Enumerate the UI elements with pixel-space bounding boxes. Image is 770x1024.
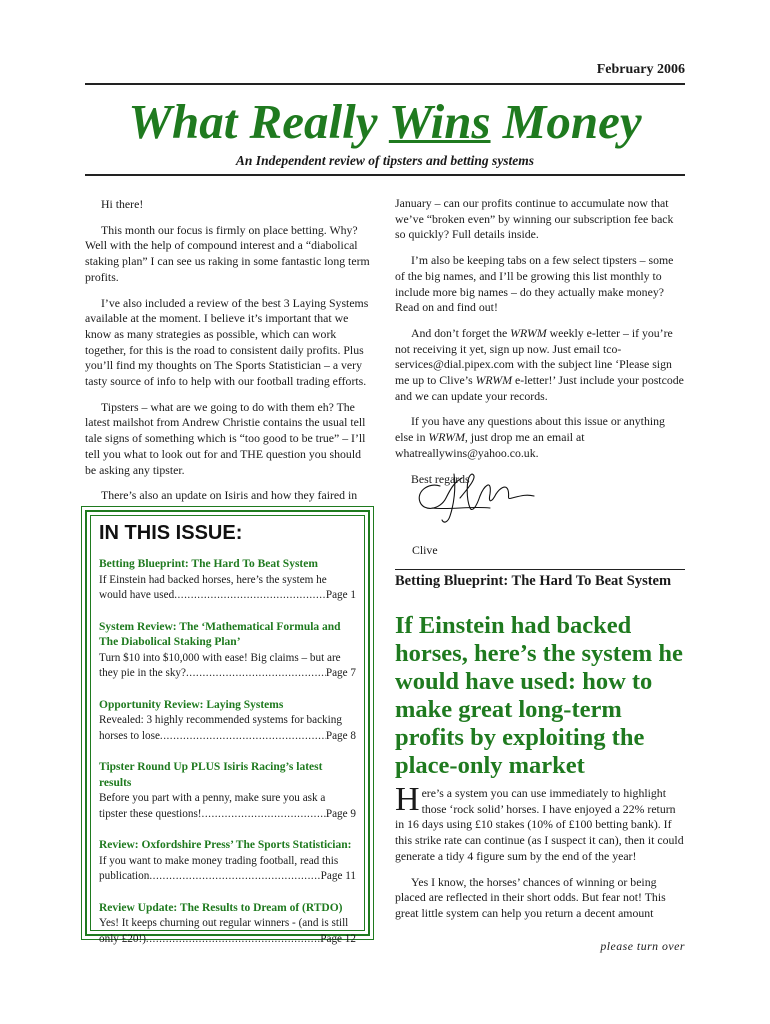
- contents-entry-page: Page 12: [320, 932, 356, 945]
- right-paragraph: January – can our profits continue to accumulate now that we’ve “broken even” by winning our subscription fee back so quickly? Full details inside.: [395, 196, 674, 242]
- contents-entry-description: Before you part with a penny, make sure you ask a: [99, 792, 326, 804]
- right-paragraph: [395, 326, 685, 405]
- text-run: If you have any questions about this issue or anything else in: [395, 414, 665, 445]
- text-run: e-letter!’ Just include your postcode and we can update your records.: [395, 373, 684, 403]
- contents-entry[interactable]: [99, 557, 356, 604]
- text-run: weekly e-letter – if you’re not receiving it yet, sign up now. Just email tco-services@dial.pipex.com with the subject line ‘Please sign me up to Clive’s: [395, 325, 673, 388]
- leader-dots: [160, 729, 326, 745]
- closing: Best regards: [411, 471, 470, 486]
- leader-dots: [186, 666, 326, 682]
- masthead-title-pre: What Really: [128, 94, 389, 149]
- feature-paragraph: [395, 781, 685, 865]
- contents-entry[interactable]: [99, 838, 356, 885]
- contents-entry-line: only £20!): [99, 932, 146, 945]
- contents-entry-line: they pie in the sky?: [99, 667, 186, 679]
- text-run: And don’t forget the: [411, 325, 511, 340]
- right-paragraph: I’m also be keeping tabs on a few select tipsters – some of the big names, and I’ll be growing this list monthly to include more big names – do they actually make money? Read on and find out!: [395, 253, 674, 315]
- contents-entry-line: tipster these questions!: [99, 807, 202, 820]
- contents-entry-heading: System Review: The ‘Mathematical Formula and The Diabolical Staking Plan’: [99, 620, 341, 648]
- feature-paragraph: Yes I know, the horses’ chances of winning or being placed are reflected in their short odds. But fear not! This great little system can help you return a decent amount: [395, 874, 666, 920]
- right-column: [395, 196, 685, 497]
- contents-entry-heading: Review: Oxfordshire Press’ The Sports Statistician:: [99, 839, 352, 851]
- handwritten-signature: [410, 468, 550, 528]
- masthead-title-post: Money: [490, 94, 642, 149]
- wrwm-italic: WRWM: [475, 373, 513, 388]
- masthead-title-wins: Wins: [388, 94, 491, 149]
- leader-dots: [174, 588, 326, 604]
- contents-entry-description: Revealed: 3 highly recommended systems for backing: [99, 714, 342, 726]
- text-run: , just drop me an email at whatreallywins@yahoo.co.uk.: [395, 430, 585, 460]
- leader-dots: [202, 807, 326, 823]
- contents-entry[interactable]: [99, 901, 356, 948]
- left-paragraph: I’ve also included a review of the best 3 Laying Systems available at the moment. I believe it’s important that we know as many strategies as possible, which can work together, for this is the road to consistent daily profits. Plus you’ll find my thoughts on The Sports Statistician – a very tasty source of info to help with our football trading efforts.: [85, 295, 369, 389]
- masthead-title: [85, 92, 685, 152]
- contents-entry-page: Page 8: [325, 729, 356, 742]
- contents-entry-page: Page 7: [325, 667, 356, 679]
- wrwm-italic: WRWM: [510, 325, 547, 340]
- left-paragraph: There’s also an update on Isiris and how they faired in: [101, 488, 358, 503]
- feature-section-heading: Betting Blueprint: The Hard To Beat System: [395, 573, 672, 589]
- issue-date: February 2006: [596, 62, 685, 77]
- section-rule: [395, 569, 685, 570]
- contents-entry-heading: Review Update: The Results to Dream of (RTDO): [99, 901, 343, 914]
- contents-entry[interactable]: [99, 620, 356, 682]
- text-run: ere’s a system you can use immediately to highlight those ‘rock solid’ horses. I have enjoyed a 22% return in 16 days using £10 stakes (10% of £100 betting bank). If this strike rate can continue (as I suspect it can), then it could generate a tidy 4 figure sum by the end of the year!: [395, 786, 684, 863]
- contents-entry-description: Turn $10 into $10,000 with ease! Big claims – but are: [99, 651, 341, 664]
- contents-entry[interactable]: [99, 760, 356, 822]
- contents-entry-description: If Einstein had backed horses, here’s the system he: [99, 573, 327, 586]
- contents-entry-description: If you want to make money trading football, read this: [99, 854, 339, 867]
- contents-entry-page: Page 11: [320, 870, 356, 882]
- top-rule: [85, 83, 685, 85]
- contents-entry-heading: Betting Blueprint: The Hard To Beat System: [99, 558, 318, 570]
- in-this-issue-title: IN THIS ISSUE:: [99, 522, 243, 544]
- greeting: Hi there!: [101, 197, 144, 211]
- leader-dots: [146, 932, 320, 948]
- please-turn-over: please turn over: [600, 939, 685, 953]
- left-paragraph: Tipsters – what are we going to do with them eh? The latest mailshot from Andrew Christie contains the usual tell tale signs of something which is “too good to be true” – I’ll tell you what to look out for and THE question you should be asking any tipster.: [85, 399, 366, 477]
- feature-body: [395, 781, 685, 932]
- contents-entry-line: would have used: [99, 589, 175, 601]
- contents-entry-description: Yes! It keeps churning out regular winners - (and is still: [99, 917, 349, 929]
- feature-headline: If Einstein had backed horses, here’s the system he would have used: how to make great long-term profits by exploiting the place-only market: [395, 612, 683, 779]
- contents-entry-line: publication: [99, 870, 150, 882]
- tagline-rule: [85, 174, 685, 176]
- tagline: An Independent review of tipsters and betting systems: [235, 153, 535, 168]
- contents-entry[interactable]: [99, 698, 356, 745]
- contents-entry-page: Page 9: [325, 807, 356, 820]
- left-column: [85, 197, 375, 514]
- signoff-name: Clive: [412, 543, 438, 557]
- left-paragraph: This month our focus is firmly on place betting. Why? Well with the help of compound interest and a “diabolical staking plan” I can see us raking in some fantastic long term profits.: [85, 222, 370, 284]
- right-paragraph: [395, 414, 685, 461]
- contents-entry-heading: Opportunity Review: Laying Systems: [99, 698, 284, 711]
- contents-entry-heading: Tipster Round Up PLUS Isiris Racing’s latest results: [99, 761, 323, 789]
- in-this-issue-box: [85, 510, 370, 945]
- leader-dots: [149, 869, 320, 885]
- wrwm-italic: WRWM: [428, 430, 465, 445]
- drop-cap: H: [395, 781, 420, 818]
- contents-entry-page: Page 1: [325, 589, 356, 601]
- contents-entry-line: horses to lose: [99, 729, 160, 742]
